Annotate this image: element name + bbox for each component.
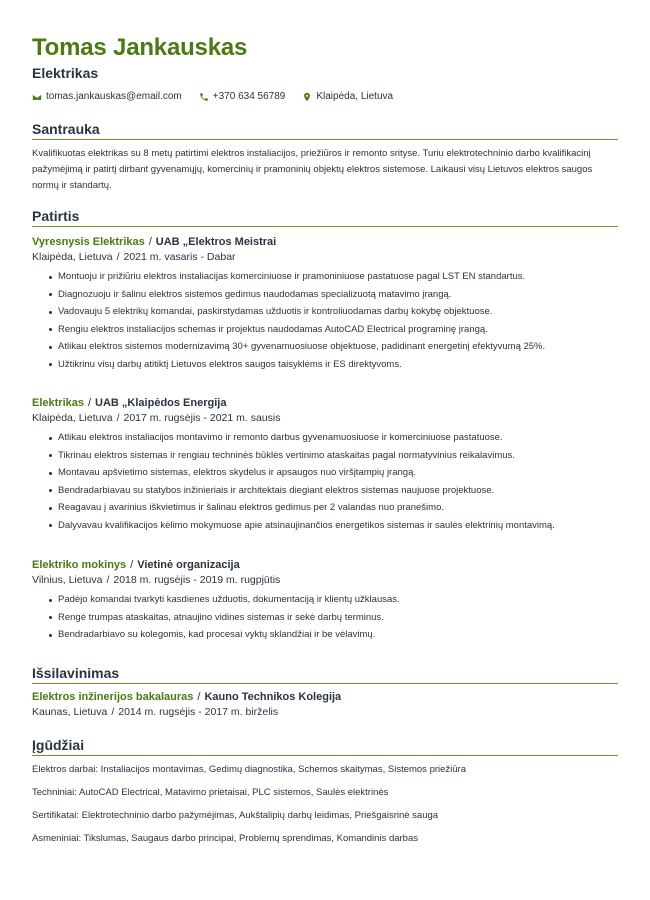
skills-line: Techniniai: AutoCAD Electrical, Matavimo prietaisai, PLC sistemos, Saulės elektrinės xyxy=(32,787,389,798)
phone-text: +370 634 56789 xyxy=(212,91,286,102)
candidate-role: Elektrikas xyxy=(32,65,99,81)
education-location: Kaunas, Lietuva xyxy=(32,706,108,718)
job-title: Vyresnysis Elektrikas xyxy=(32,236,145,248)
contact-row xyxy=(32,90,618,104)
job-bullet: Užtikrinu visų darbų atitiktį Lietuvos elektros saugos taisyklėms ir ES direktyvoms. xyxy=(58,356,618,374)
skills-line: Elektros darbai: Instaliacijos montavimas, Gedimų diagnostika, Schemos skaitymas, Sistemos priežiūra xyxy=(32,764,467,775)
location-pin-icon xyxy=(302,92,312,102)
job-separator: / xyxy=(148,236,152,248)
job-heading xyxy=(32,558,618,572)
job-bullet: Rengiu elektros instaliacijos schemas ir projektus naudodamas AutoCAD Electrical programinę įrangą. xyxy=(58,321,618,339)
job-bullets xyxy=(32,268,618,373)
job-meta-separator: / xyxy=(116,412,120,424)
skills-section xyxy=(32,737,618,756)
job-title: Elektrikas xyxy=(32,397,84,409)
job-bullet: Diagnozuoju ir šalinu elektros sistemos gedimus naudodamas specializuotą matavimo įrangą. xyxy=(58,286,618,304)
education-school: Kauno Technikos Kolegija xyxy=(204,691,342,703)
education-meta-separator: / xyxy=(111,706,115,718)
job-location: Klaipėda, Lietuva xyxy=(32,251,113,263)
experience-section xyxy=(32,208,618,227)
job-bullet: Vadovauju 5 elektrikų komandai, paskirstydamas užduotis ir kontroliuodamas darbų kokybę objektuose. xyxy=(58,303,618,321)
location-text: Klaipėda, Lietuva xyxy=(316,91,394,102)
job-bullet: Rengė trumpas ataskaitas, atnaujino vidines sistemas ir sekė darbų terminus. xyxy=(58,609,618,627)
job-period: 2021 m. vasaris - Dabar xyxy=(123,251,236,263)
job-company: UAB „Elektros Meistrai xyxy=(155,236,277,248)
job-bullet: Bendradarbiavo su kolegomis, kad procesai vyktų sklandžiai ir be vėlavimų. xyxy=(58,626,618,644)
job-bullet: Reagavau į avarinius iškvietimus ir šalinau elektros gedimus per 2 valandas nuo pranešimo. xyxy=(58,499,618,517)
contact-phone[interactable] xyxy=(199,90,286,104)
contact-location xyxy=(302,90,393,104)
summary-section xyxy=(32,121,618,194)
job-entry xyxy=(32,396,618,534)
job-bullet: Tikrinau elektros sistemas ir rengiau techninės būklės vertinimo ataskaitas pagal normatyvinius reikalavimus. xyxy=(58,447,618,465)
job-bullet: Montuoju ir prižiūriu elektros instaliacijas komerciniuose ir pramoniniuose pastatuose pagal LST EN standartus. xyxy=(58,268,618,286)
job-heading xyxy=(32,235,618,249)
email-text: tomas.jankauskas@email.com xyxy=(46,91,182,102)
job-bullet: Bendradarbiavau su statybos inžinieriais ir architektais diegiant elektros sistemas naujuose projektuose. xyxy=(58,482,618,500)
education-separator: / xyxy=(197,691,201,703)
job-period: 2017 m. rugsėjis - 2021 m. sausis xyxy=(123,412,281,424)
skills-line: Asmeniniai: Tikslumas, Saugaus darbo principai, Problemų sprendimas, Komandinis darbas xyxy=(32,833,418,844)
job-meta xyxy=(32,250,618,265)
candidate-name: Tomas Jankauskas xyxy=(32,34,248,61)
summary-title: Santrauka xyxy=(32,121,618,140)
contact-email[interactable] xyxy=(32,90,182,104)
phone-icon xyxy=(199,92,209,102)
education-degree: Elektros inžinerijos bakalauras xyxy=(32,691,194,703)
job-title: Elektriko mokinys xyxy=(32,559,127,571)
job-company: Vietinė organizacija xyxy=(137,559,240,571)
job-entry xyxy=(32,558,618,644)
education-period: 2014 m. rugsėjis - 2017 m. birželis xyxy=(118,706,279,718)
job-bullet: Atlikau elektros sistemos modernizavimą 30+ gyvenamuosiuose objektuose, padidinant energetinį efektyvumą 25%. xyxy=(58,338,618,356)
summary-text: Kvalifikuotas elektrikas su 8 metų patirtimi elektros instaliacijos, priežiūros ir remonto srityse. Turiu elektrotechninio darbo kvalifikacinį pažymėjimą ir patirtį dirbant gyvenamųjų, komercinių ir pramoninių objektų elektros sistemose. Laikausi visų Lietuvos elektros saugos normų ir standartų. xyxy=(32,148,593,191)
job-bullet: Montavau apšvietimo sistemas, elektros skydelus ir apsaugos nuo viršįtampių įrangą. xyxy=(58,464,618,482)
job-period: 2018 m. rugsėjis - 2019 m. rugpjūtis xyxy=(113,574,281,586)
job-location: Klaipėda, Lietuva xyxy=(32,412,113,424)
skills-title: Įgūdžiai xyxy=(32,737,618,756)
job-company: UAB „Klaipėdos Energija xyxy=(95,397,227,409)
resume-header xyxy=(32,34,618,104)
experience-title: Patirtis xyxy=(32,208,618,227)
job-separator: / xyxy=(130,559,134,571)
job-meta xyxy=(32,573,618,588)
job-heading xyxy=(32,396,618,410)
job-meta-separator: / xyxy=(106,574,110,586)
education-section xyxy=(32,665,618,720)
skills-line: Sertifikatai: Elektrotechninio darbo pažymėjimas, Aukštalipių darbų leidimas, Priešgaisrinė sauga xyxy=(32,810,439,821)
job-bullets xyxy=(32,429,618,534)
education-heading xyxy=(32,690,618,704)
job-location: Vilnius, Lietuva xyxy=(32,574,103,586)
job-meta xyxy=(32,411,618,426)
education-meta xyxy=(32,705,618,720)
education-title: Išsilavinimas xyxy=(32,665,618,684)
envelope-icon xyxy=(32,92,42,102)
job-entry xyxy=(32,235,618,373)
job-bullet: Dalyvavau kvalifikacijos kėlimo mokymuose apie atsinaujinančios energetikos sistemas ir saulės elektrinių montavimą. xyxy=(58,517,618,535)
job-bullet: Atlikau elektros instaliacijos montavimo ir remonto darbus gyvenamuosiuose ir komerciniuose pastatuose. xyxy=(58,429,618,447)
job-bullets xyxy=(32,591,618,644)
job-separator: / xyxy=(87,397,92,409)
job-bullet: Padėjo komandai tvarkyti kasdienes užduotis, dokumentaciją ir klientų užklausas. xyxy=(58,591,618,609)
job-meta-separator: / xyxy=(116,251,120,263)
